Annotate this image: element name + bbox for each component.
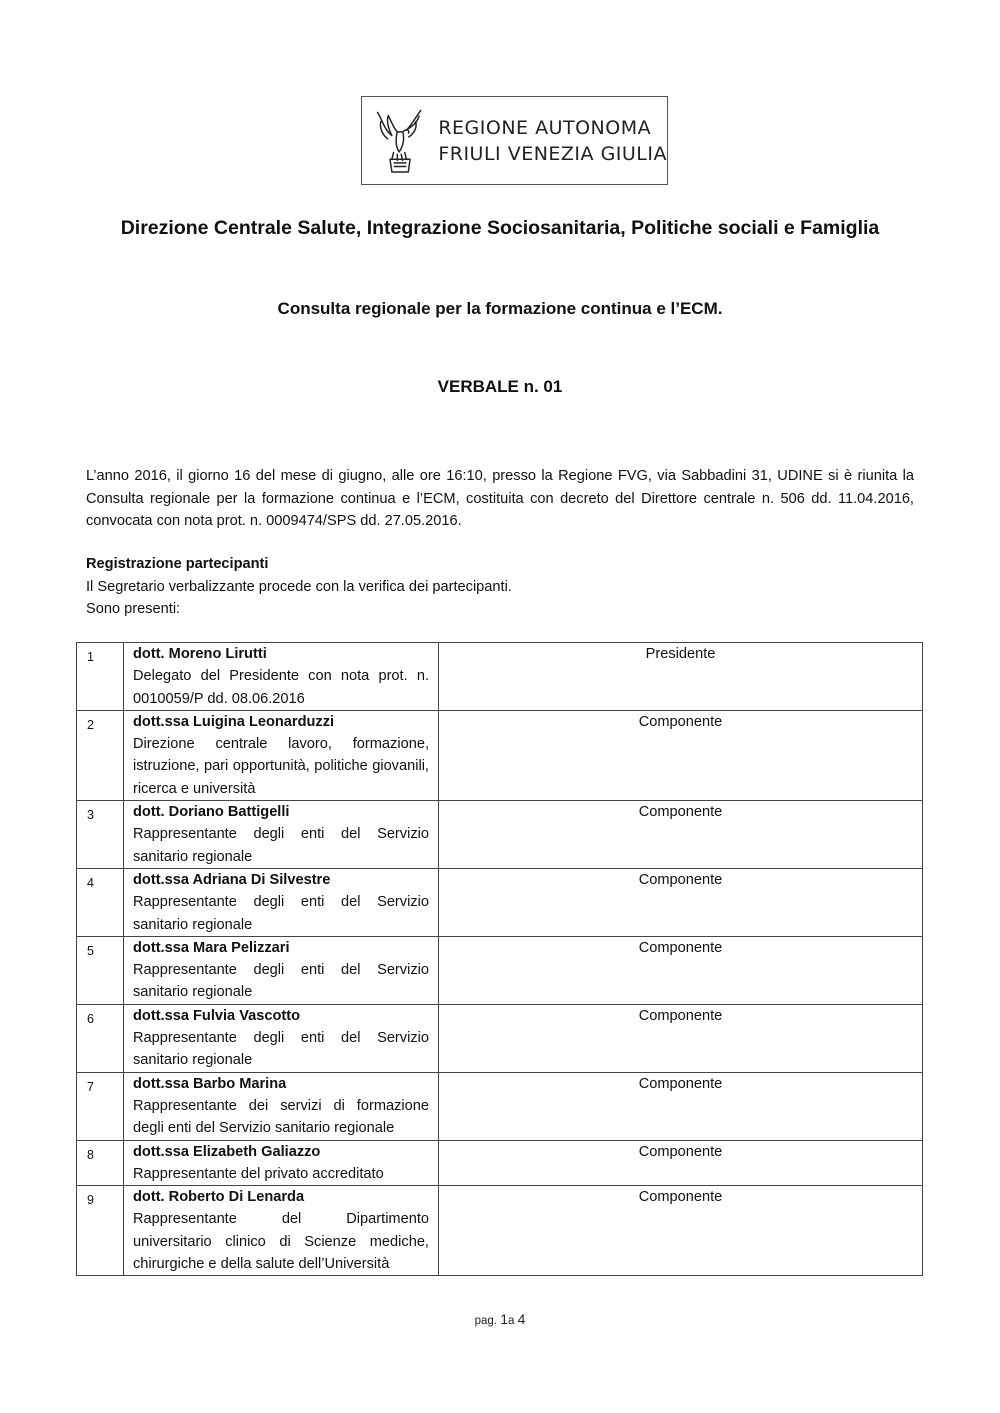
table-row [77,1072,923,1140]
participant-cell [124,710,439,800]
participant-description: Rappresentante del privato accreditato [133,1165,384,1182]
row-number: 2 [77,710,124,800]
participant-cell [124,868,439,936]
participant-description: Rappresentante degli enti del Servizio sanitario regionale [133,826,429,865]
participant-cell [124,1072,439,1140]
participant-description: Rappresentante degli enti del Servizio sanitario regionale [133,962,429,1001]
row-number: 9 [77,1186,124,1276]
participant-name: dott.ssa Luigina Leonarduzzi [133,713,335,730]
registration-line-2: Sono presenti: [86,601,181,617]
participant-description: Rappresentante degli enti del Servizio sanitario regionale [133,1030,429,1069]
participant-role: Componente [439,710,923,800]
row-number: 6 [77,1004,124,1072]
participant-description: Direzione centrale lavoro, formazione, istruzione, pari opportunità, politiche giovanili, ricerca e università [133,736,429,797]
table-row [77,710,923,800]
row-number: 7 [77,1072,124,1140]
table-row [77,936,923,1004]
participant-cell [124,936,439,1004]
participant-name: dott.ssa Elizabeth Galiazzo [133,1143,321,1160]
table-row [77,801,923,869]
participant-name: dott.ssa Mara Pelizzari [133,939,290,956]
row-number: 5 [77,936,124,1004]
row-number: 1 [77,643,124,711]
participant-role: Componente [439,868,923,936]
page-prefix: pag. [474,1315,497,1327]
participant-name: dott.ssa Barbo Marina [133,1075,287,1092]
committee-heading: Consulta regionale per la formazione continua e l’ECM. [277,299,723,318]
participant-name: dott.ssa Adriana Di Silvestre [133,871,331,888]
eagle-emblem-icon [370,99,428,183]
page-separator: a [507,1315,515,1327]
registration-section [86,553,914,621]
participant-name: dott.ssa Fulvia Vascotto [133,1007,301,1024]
logo-line-1: REGIONE AUTONOMA [438,116,652,139]
participant-name: dott. Moreno Lirutti [133,646,267,662]
table-row [77,643,923,711]
participant-description: Rappresentante del Dipartimento universitario clinico di Scienze mediche, chirurgiche e della salute dell’Università [133,1211,429,1273]
table-row [77,1140,923,1186]
participant-role: Componente [439,801,923,869]
participant-cell [124,1140,439,1186]
logo-line-2: FRIULI VENEZIA GIULIA [438,142,667,165]
participants-table [76,642,923,1276]
page-total: 4 [517,1311,526,1327]
participant-role: Componente [439,1072,923,1140]
participant-role: Componente [439,1186,923,1276]
participant-description: Rappresentante degli enti del Servizio sanitario regionale [133,894,429,933]
intro-paragraph: L’anno 2016, il giorno 16 del mese di giugno, alle ore 16:10, presso la Regione FVG, via Sabbadini 31, UDINE si è riunita la Consulta regionale per la formazione continua e l’ECM, costituita con decreto del Direttore centrale n. 506 dd. 11.04.2016, convocata con nota prot. n. 0009474/SPS dd. 27.05.2016. [86,468,914,529]
table-row [77,1004,923,1072]
registration-title: Registrazione partecipanti [86,556,269,572]
registration-line-1: Il Segretario verbalizzante procede con la verifica dei partecipanti. [86,578,512,595]
participant-cell [124,1004,439,1072]
directorate-heading: Direzione Centrale Salute, Integrazione Sociosanitaria, Politiche sociali e Famiglia [120,217,880,239]
participant-cell [124,643,439,711]
participant-cell [124,1186,439,1276]
row-number: 4 [77,868,124,936]
participant-role: Componente [439,1140,923,1186]
row-number: 8 [77,1140,124,1186]
region-logo [361,96,668,185]
participant-cell [124,801,439,869]
table-row [77,1186,923,1276]
participant-role: Componente [439,1004,923,1072]
participant-description: Delegato del Presidente con nota prot. n. 0010059/P dd. 08.06.2016 [133,668,429,707]
logo-wordmark [438,115,667,167]
participant-role: Componente [439,936,923,1004]
participant-role: Presidente [439,643,923,711]
page-footer [0,1311,1000,1327]
participant-name: dott. Doriano Battigelli [133,804,290,821]
table-row [77,868,923,936]
minutes-title: VERBALE n. 01 [437,377,563,396]
participant-name: dott. Roberto Di Lenarda [133,1189,305,1206]
page-number: 1 [500,1311,508,1327]
row-number: 3 [77,801,124,869]
participant-description: Rappresentante dei servizi di formazione degli enti del Servizio sanitario regionale [133,1097,429,1137]
